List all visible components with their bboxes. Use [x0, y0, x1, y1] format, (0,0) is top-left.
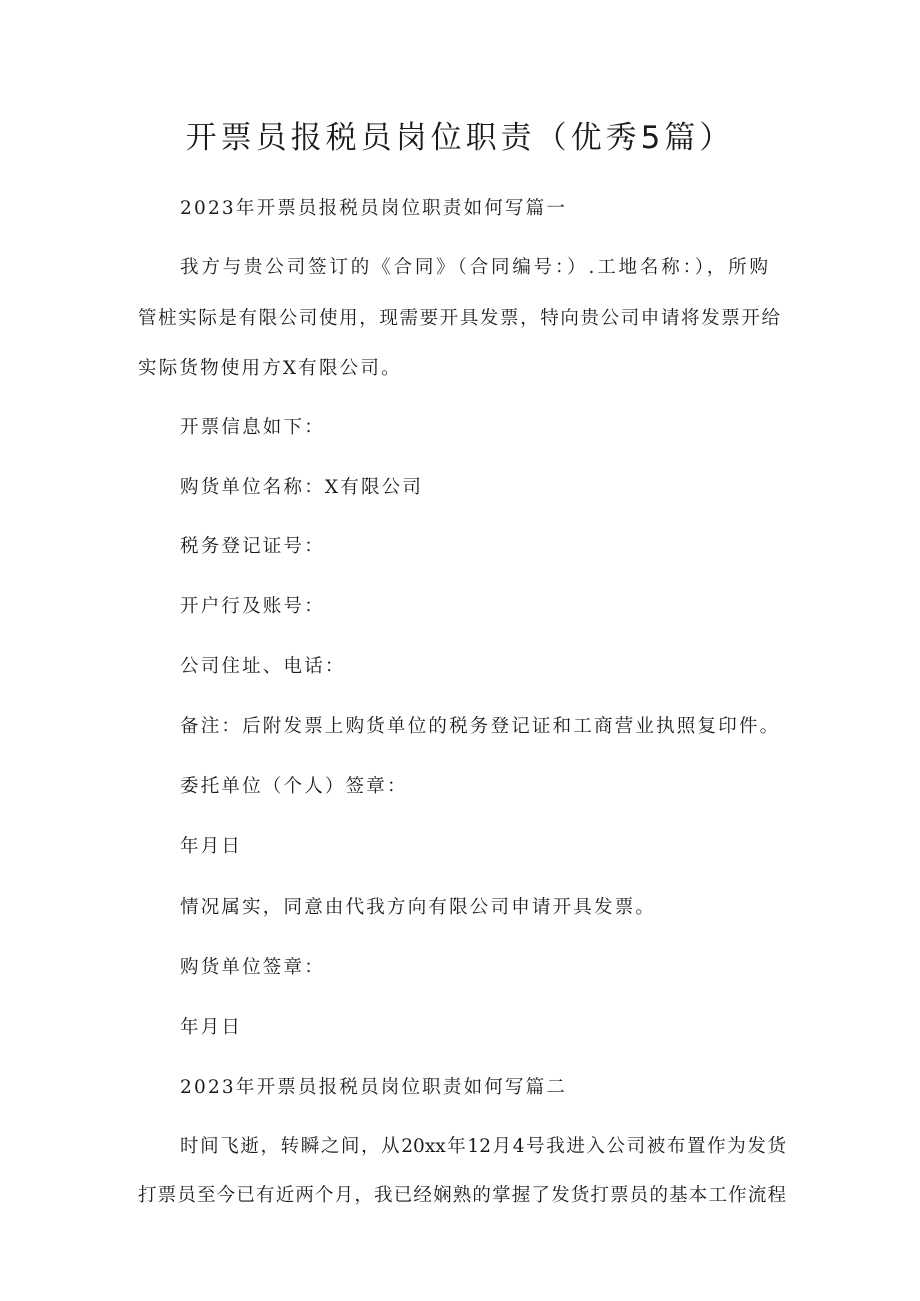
paragraph-line: 我方与贵公司签订的《合同》（合同编号：）.工地名称：），所购 — [180, 257, 768, 278]
section-heading-1: 2023年开票员报税员岗位职责如何写篇一 — [180, 198, 568, 219]
paragraph-line: 时间飞逝，转瞬之间，从20xx年12月4号我进入公司被布置作为发货 — [180, 1136, 786, 1157]
paragraph-line: 公司住址、电话： — [180, 656, 346, 677]
paragraph-line: 开户行及账号： — [180, 596, 325, 617]
paragraph-line: 开票信息如下： — [180, 417, 325, 438]
paragraph-line: 税务登记证号： — [180, 536, 325, 557]
document-title: 开票员报税员岗位职责（优秀5篇） — [185, 120, 735, 156]
paragraph-line: 年月日 — [180, 836, 243, 857]
paragraph-line: 管桩实际是有限公司使用，现需要开具发票，特向贵公司申请将发票开给 — [138, 308, 780, 329]
paragraph-line: 购货单位名称：X有限公司 — [180, 477, 424, 498]
paragraph-line: 实际货物使用方X有限公司。 — [138, 358, 402, 379]
paragraph-line: 购货单位签章： — [180, 957, 325, 978]
section-heading-2: 2023年开票员报税员岗位职责如何写篇二 — [180, 1077, 568, 1098]
paragraph-line: 情况属实，同意由代我方向有限公司申请开具发票。 — [180, 897, 657, 918]
paragraph-line: 委托单位（个人）签章： — [180, 776, 408, 797]
paragraph-line: 备注：后附发票上购货单位的税务登记证和工商营业执照复印件。 — [180, 716, 781, 737]
paragraph-line: 打票员至今已有近两个月，我已经娴熟的掌握了发货打票员的基本工作流程 — [138, 1185, 786, 1206]
paragraph-line: 年月日 — [180, 1017, 243, 1038]
